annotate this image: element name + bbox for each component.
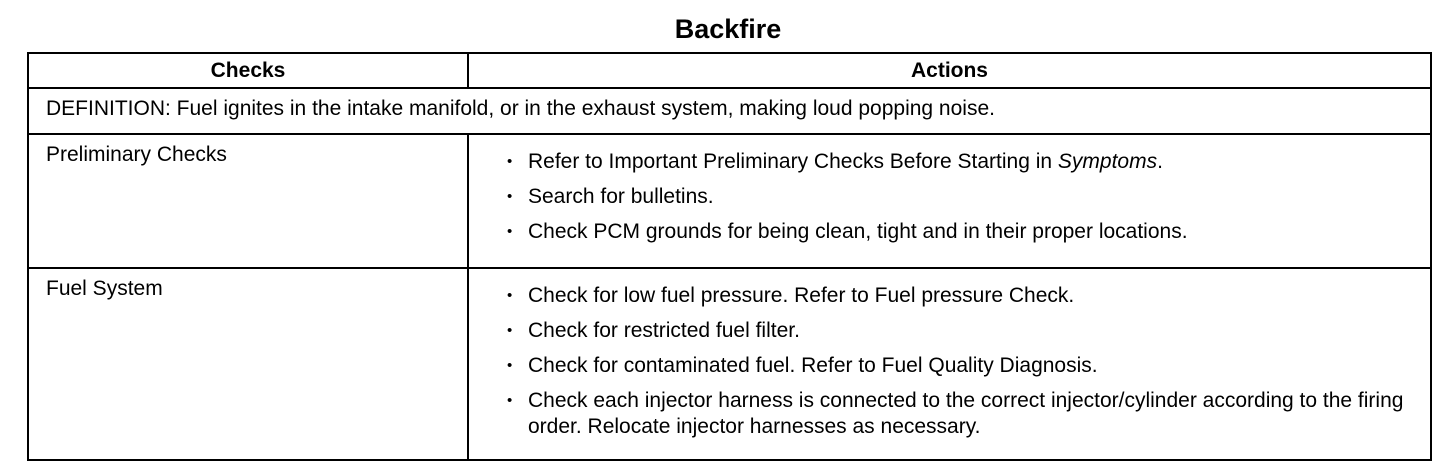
list-item xyxy=(507,149,1430,175)
diagnosis-table xyxy=(27,52,1432,461)
action-text: Check for restricted fuel filter. xyxy=(528,319,800,342)
bullet-icon: • xyxy=(507,357,513,374)
action-text: Check each injector harness is connected to the correct injector/cylinder according to the firing order. Relocate injector harnesses as necessary. xyxy=(528,389,1404,438)
list-item xyxy=(507,318,1430,344)
check-name: Preliminary Checks xyxy=(28,134,468,268)
actions-cell xyxy=(468,134,1431,268)
table-row xyxy=(28,134,1431,268)
table-row xyxy=(28,268,1431,460)
action-text: Refer to Important Preliminary Checks Before Starting in xyxy=(528,150,1058,173)
column-header-checks: Checks xyxy=(28,53,468,88)
action-text-end: . xyxy=(1157,150,1163,173)
action-emphasis: Symptoms xyxy=(1057,150,1158,173)
bullet-icon: • xyxy=(507,287,513,304)
list-item xyxy=(507,283,1430,309)
action-list xyxy=(507,283,1430,440)
list-item xyxy=(507,184,1430,210)
definition-text: DEFINITION: Fuel ignites in the intake manifold, or in the exhaust system, making loud popping noise. xyxy=(28,88,1431,134)
action-text: Check for low fuel pressure. Refer to Fuel pressure Check. xyxy=(528,284,1075,307)
action-text: Search for bulletins. xyxy=(528,185,714,208)
list-item xyxy=(507,353,1430,379)
check-name: Fuel System xyxy=(28,268,468,460)
table-header-row xyxy=(28,53,1431,88)
action-text: Check PCM grounds for being clean, tight and in their proper locations. xyxy=(528,220,1188,243)
action-text: Check for contaminated fuel. Refer to Fuel Quality Diagnosis. xyxy=(528,354,1098,377)
page-title: Backfire xyxy=(674,14,782,44)
bullet-icon: • xyxy=(507,153,513,170)
bullet-icon: • xyxy=(507,322,513,339)
column-header-actions: Actions xyxy=(468,53,1431,88)
bullet-icon: • xyxy=(507,392,513,409)
list-item xyxy=(507,219,1430,245)
definition-row xyxy=(28,88,1431,134)
action-list xyxy=(507,149,1430,245)
actions-cell xyxy=(468,268,1431,460)
bullet-icon: • xyxy=(507,188,513,205)
bullet-icon: • xyxy=(507,223,513,240)
list-item xyxy=(507,388,1430,440)
